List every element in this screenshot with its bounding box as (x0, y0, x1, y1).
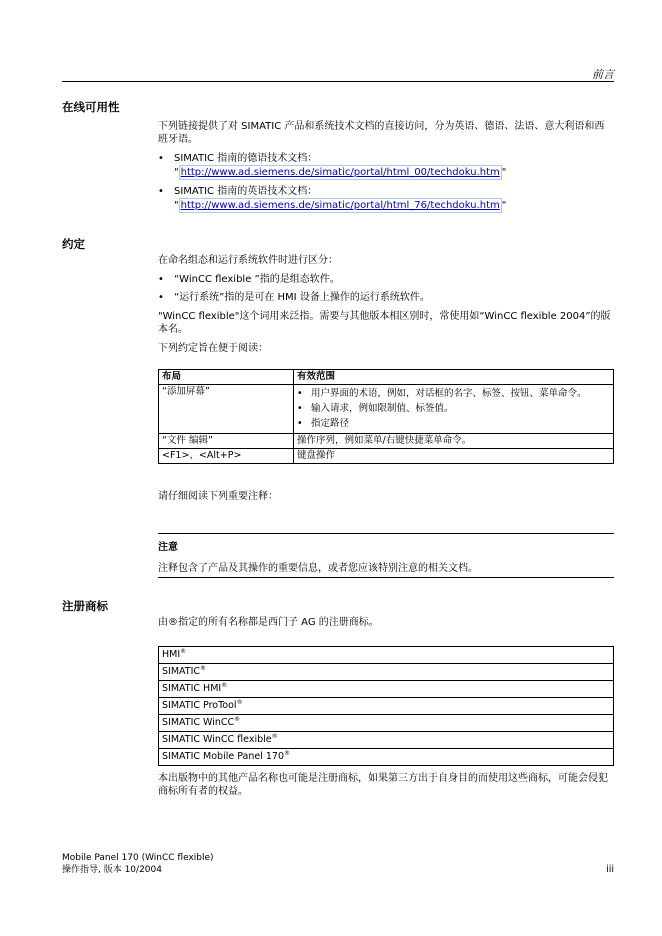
footer-edition: 操作指导, 版本 10/2004 (62, 865, 162, 875)
link-label: SIMATIC 指南的德语技术文档： (174, 153, 318, 164)
table-cell: HMI® (159, 647, 614, 664)
english-docs-link[interactable]: http://www.ad.siemens.de/simatic/portal/html_76/techdoku.htm (180, 200, 500, 211)
table-cell: “添加屏幕” (159, 385, 294, 434)
trademarks-outro: 本出版物中的其他产品名称也可能是注册商标，如果第三方出于自身目的而使用这些商标，可能会侵犯商标所有者的权益。 (158, 773, 608, 797)
read-intro: 下列约定旨在便于阅读： (158, 343, 268, 354)
table-cell: SIMATIC HMI® (159, 681, 614, 698)
conventions-list (158, 273, 614, 304)
table-cell: SIMATIC ProTool® (159, 698, 614, 715)
registered-mark: ® (200, 664, 207, 672)
section-title-trademarks: 注册商标 (62, 599, 108, 613)
table-cell: 键盘操作 (294, 449, 614, 464)
table-row (159, 749, 614, 766)
section-online (158, 120, 614, 219)
list-item: • 输入请求，例如限制值、标签值。 (297, 402, 610, 415)
list-item: • “WinCC flexible ”指的是组态软件。 (158, 273, 614, 286)
note-title: 注意 (158, 542, 178, 553)
online-intro: 下列链接提供了对 SIMATIC 产品和系统技术文档的直接访问，分为英语、德语、法语、意大利语和西班牙语。 (158, 121, 605, 145)
table-row (159, 449, 614, 464)
header-rule (62, 81, 614, 82)
table-cell: SIMATIC® (159, 664, 614, 681)
table-row (159, 681, 614, 698)
registered-mark: ® (234, 715, 241, 723)
registered-mark: ® (236, 698, 243, 706)
table-cell: <F1>、<Alt+P> (159, 449, 294, 464)
table-header-row (159, 370, 614, 385)
registered-mark: ® (284, 749, 291, 757)
table-cell: SIMATIC WinCC® (159, 715, 614, 732)
list-item: • 指定路径 (297, 417, 610, 430)
page-number: iii (606, 864, 614, 875)
table-row (159, 698, 614, 715)
trademarks-intro: 由®指定的所有名称都是西门子 AG 的注册商标。 (158, 617, 379, 628)
list-item: • 用户界面的术语，例如，对话框的名字、标签、按钮、菜单命令。 (297, 387, 610, 400)
section-title-conventions: 约定 (62, 237, 85, 251)
column-header: 有效范围 (294, 370, 614, 385)
registered-mark: ® (271, 732, 278, 740)
page-footer (62, 852, 214, 876)
link-list (158, 152, 614, 213)
section-title-online: 在线可用性 (62, 100, 120, 114)
column-header: 布局 (159, 370, 294, 385)
read-note: 请仔细阅读下列重要注释： (158, 491, 278, 502)
link-label: SIMATIC 指南的英语技术文档： (174, 186, 318, 197)
conventions-para: "WinCC flexible"这个词用来泛指。需要与其他版本相区别时，常使用如“WinCC flexible 2004”的版本名。 (158, 311, 611, 335)
table-row (159, 434, 614, 449)
table-row (159, 647, 614, 664)
table-cell (294, 385, 614, 434)
table-cell: “文件 编辑” (159, 434, 294, 449)
conventions-table (158, 369, 614, 464)
conventions-intro: 在命名组态和运行系统软件时进行区分： (158, 255, 338, 266)
section-trademarks (158, 616, 614, 804)
section-conventions (158, 254, 614, 509)
running-header: 前言 (592, 68, 614, 81)
table-row (159, 732, 614, 749)
table-cell: SIMATIC Mobile Panel 170® (159, 749, 614, 766)
german-docs-link[interactable]: http://www.ad.siemens.de/simatic/portal/html_00/techdoku.htm (180, 167, 500, 178)
table-cell: 操作序列，例如菜单/右键快捷菜单命令。 (294, 434, 614, 449)
list-item: • “运行系统”指的是可在 HMI 设备上操作的运行系统软件。 (158, 291, 614, 304)
note-box (158, 533, 614, 578)
note-text: 注释包含了产品及其操作的重要信息，或者您应该特别注意的相关文档。 (158, 563, 478, 574)
table-row (159, 385, 614, 434)
table-cell: SIMATIC WinCC flexible® (159, 732, 614, 749)
list-item: • SIMATIC 指南的英语技术文档： " http://www.ad.siemens.de/simatic/portal/html_76/techdoku.htm " (158, 185, 614, 213)
scope-list (297, 387, 610, 430)
registered-mark: ® (221, 681, 228, 689)
footer-product: Mobile Panel 170 (WinCC flexible) (62, 853, 214, 863)
list-item: • SIMATIC 指南的德语技术文档： " http://www.ad.siemens.de/simatic/portal/html_00/techdoku.htm " (158, 152, 614, 180)
table-row (159, 664, 614, 681)
trademarks-table (158, 646, 614, 766)
table-row (159, 715, 614, 732)
registered-mark: ® (180, 647, 187, 655)
